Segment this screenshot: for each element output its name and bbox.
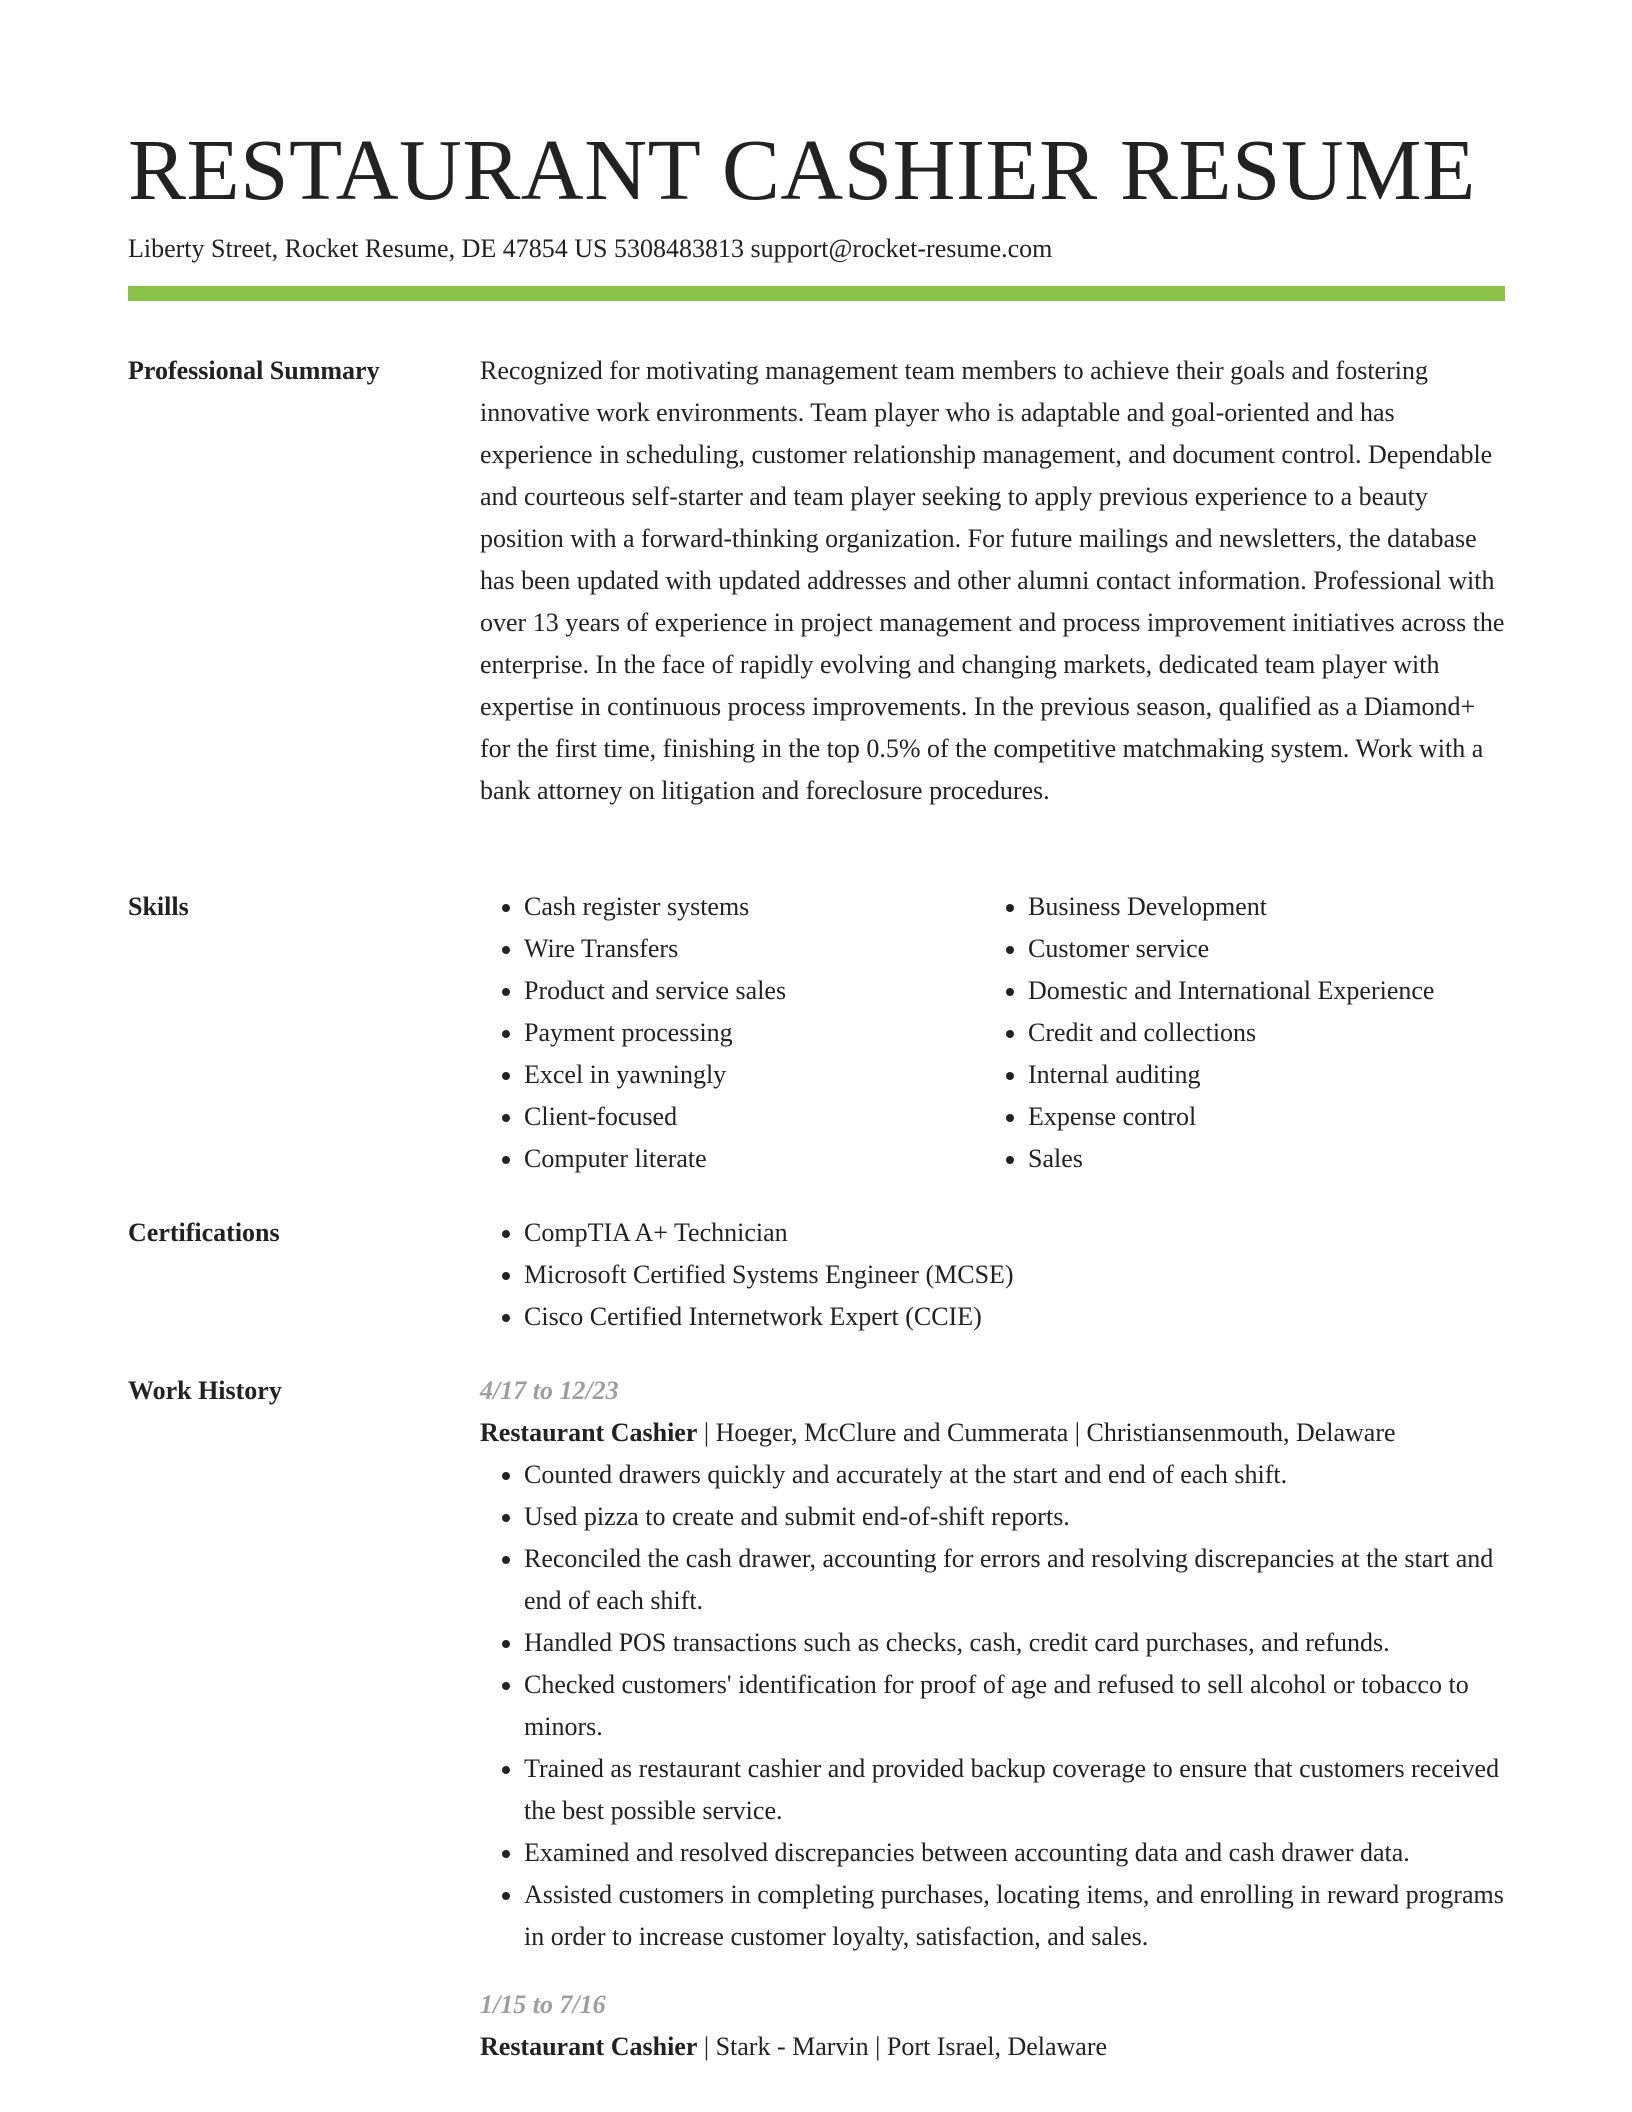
skill-item: • Expense control <box>1028 1096 1488 1138</box>
skill-item: • Domestic and International Experience <box>1028 970 1488 1012</box>
skills-label: Skills <box>128 892 189 921</box>
work-history-label: Work History <box>128 1376 282 1405</box>
resume-title: RESTAURANT CASHIER RESUME <box>128 121 1476 218</box>
skill-item: • Credit and collections <box>1028 1012 1488 1054</box>
skill-item: • Product and service sales <box>524 970 984 1012</box>
certifications-list <box>480 1212 1505 1338</box>
job-duty-item: • Handled POS transactions such as checks, cash, credit card purchases, and refunds. <box>524 1622 1505 1664</box>
job-duty-item: • Reconciled the cash drawer, accounting for errors and resolving discrepancies at the start and end of each shift. <box>524 1538 1505 1622</box>
job-heading <box>480 2026 1505 2068</box>
certifications-label: Certifications <box>128 1218 280 1247</box>
skills-columns <box>480 886 1505 1180</box>
job-entry <box>480 1984 1505 2068</box>
job-details: | Stark - Marvin | Port Israel, Delaware <box>697 2032 1108 2061</box>
skill-item: • Client-focused <box>524 1096 984 1138</box>
job-duty-item: • Counted drawers quickly and accurately at the start and end of each shift. <box>524 1454 1505 1496</box>
job-duties-list <box>480 1454 1505 1958</box>
work-history-body <box>480 1370 1505 2068</box>
summary-text: Recognized for motivating management team members to achieve their goals and fostering innovative work environments. Team player who is adaptable and goal-oriented and has experience in scheduling, customer relationship management, and document control. Dependable and courteous self-starter and team player seeking to apply previous experience to a beauty position with a forward-thinking organization. For future mailings and newsletters, the database has been updated with updated addresses and other alumni contact information. Professional with over 13 years of experience in project management and process improvement initiatives across the enterprise. In the face of rapidly evolving and changing markets, dedicated team player with expertise in continuous process improvements. In the previous season, qualified as a Diamond+ for the first time, finishing in the top 0.5% of the competitive matchmaking system. Work with a bank attorney on litigation and foreclosure procedures. <box>480 356 1505 805</box>
job-details: | Hoeger, McClure and Cummerata | Christiansenmouth, Delaware <box>697 1418 1396 1447</box>
certification-item: • Cisco Certified Internetwork Expert (CCIE) <box>524 1296 1505 1338</box>
skill-item: • Sales <box>1028 1138 1488 1180</box>
skill-item: • Wire Transfers <box>524 928 984 970</box>
job-duty-item: • Trained as restaurant cashier and provided backup coverage to ensure that customers received the best possible service. <box>524 1748 1505 1832</box>
job-dates: 4/17 to 12/23 <box>480 1376 619 1405</box>
summary-label: Professional Summary <box>128 356 380 385</box>
job-duty-item: • Used pizza to create and submit end-of-shift reports. <box>524 1496 1505 1538</box>
skill-item: • Customer service <box>1028 928 1488 970</box>
skill-item: • Business Development <box>1028 886 1488 928</box>
certification-item: • CompTIA A+ Technician <box>524 1212 1505 1254</box>
skill-item: • Payment processing <box>524 1012 984 1054</box>
skills-column-right <box>984 886 1488 1180</box>
job-duty-item: • Checked customers' identification for proof of age and refused to sell alcohol or tobacco to minors. <box>524 1664 1505 1748</box>
job-duty-item: • Examined and resolved discrepancies between accounting data and cash drawer data. <box>524 1832 1505 1874</box>
skills-body <box>480 886 1505 1180</box>
skill-item: • Computer literate <box>524 1138 984 1180</box>
certifications-body <box>480 1212 1505 1338</box>
certification-item: • Microsoft Certified Systems Engineer (MCSE) <box>524 1254 1505 1296</box>
skills-column-left <box>480 886 984 1180</box>
skills-list-left <box>480 886 984 1180</box>
contact-line: Liberty Street, Rocket Resume, DE 47854 US 5308483813 support@rocket-resume.com <box>128 234 1053 263</box>
job-title: Restaurant Cashier <box>480 1418 698 1447</box>
job-heading <box>480 1412 1505 1454</box>
skills-list-right <box>984 886 1488 1180</box>
skill-item: • Excel in yawningly <box>524 1054 984 1096</box>
skill-item: • Internal auditing <box>1028 1054 1488 1096</box>
job-entry <box>480 1370 1505 1958</box>
summary-body <box>480 350 1505 812</box>
skill-item: • Cash register systems <box>524 886 984 928</box>
job-title: Restaurant Cashier <box>480 2032 698 2061</box>
accent-divider <box>128 286 1505 301</box>
job-dates: 1/15 to 7/16 <box>480 1990 606 2019</box>
job-duty-item: • Assisted customers in completing purchases, locating items, and enrolling in reward programs in order to increase customer loyalty, satisfaction, and sales. <box>524 1874 1505 1958</box>
